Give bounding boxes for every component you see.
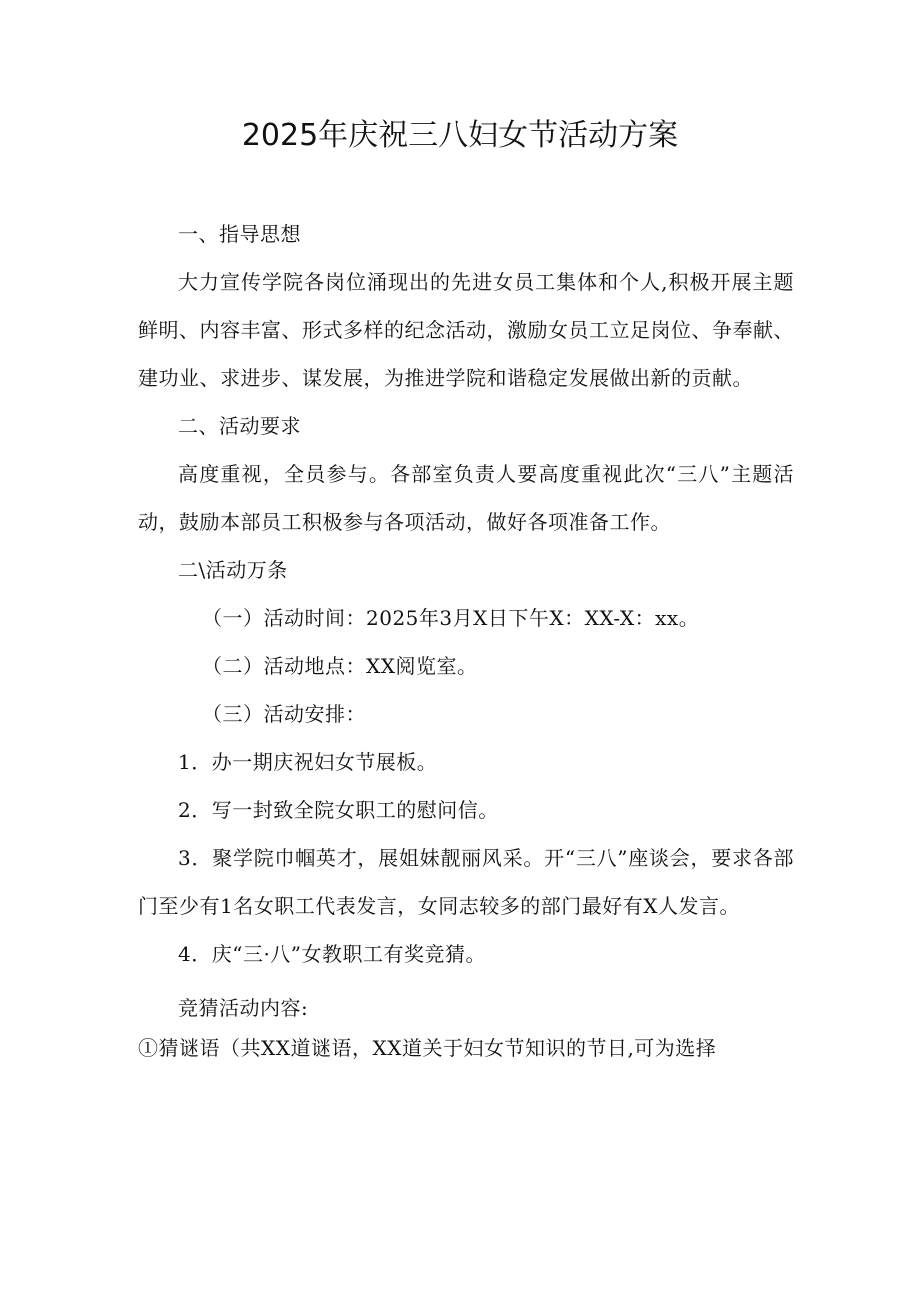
- section-heading-guiding-idea: 一、指导思想: [178, 222, 301, 246]
- item-activity-arrangement: （三）活动安排：: [202, 702, 366, 726]
- item-activity-location: （二）活动地点：XX阅览室。: [202, 654, 478, 678]
- paragraph-guiding-idea: 大力宣传学院各岗位涌现出的先进女员工集体和个人,积极开展主题鲜明、内容丰富、形式多样的纪念活动，激励女员工立足岗位、争奉献、建功业、求进步、谋发展，为推进学院和谐稳定发展做出新的贡献。: [138, 270, 794, 390]
- arrangement-item-1: 1．办一期庆祝妇女节展板。: [178, 750, 438, 774]
- section-heading-requirements: 二、活动要求: [178, 414, 301, 438]
- item-activity-time: （一）活动时间：2025年3月X日下午X：XX-X：xx。: [202, 606, 700, 630]
- paragraph-requirements: 高度重视，全员参与。各部室负责人要高度重视此次“三八”主题活动，鼓励本部员工积极参与各项活动，做好各项准备工作。: [138, 462, 794, 534]
- arrangement-item-4: 4．庆“三·八”女教职工有奖竞猜。: [178, 942, 487, 966]
- document-body: [138, 210, 794, 1068]
- quiz-item-1: ①猜谜语（共XX道谜语，XX道关于妇女节知识的节日,可为选择: [138, 1036, 717, 1060]
- arrangement-item-3: 3．聚学院巾帼英才，展姐妹靓丽风采。开“三八”座谈会，要求各部门至少有1名女职工代表发言，女同志较多的部门最好有X人发言。: [138, 846, 794, 918]
- section-heading-plan: 二\活动万条: [178, 558, 288, 582]
- quiz-content-heading: 竞猜活动内容:: [178, 996, 309, 1020]
- arrangement-item-2: 2．写一封致全院女职工的慰问信。: [178, 798, 499, 822]
- document-title: 2025年庆祝三八妇女节活动方案: [241, 118, 679, 153]
